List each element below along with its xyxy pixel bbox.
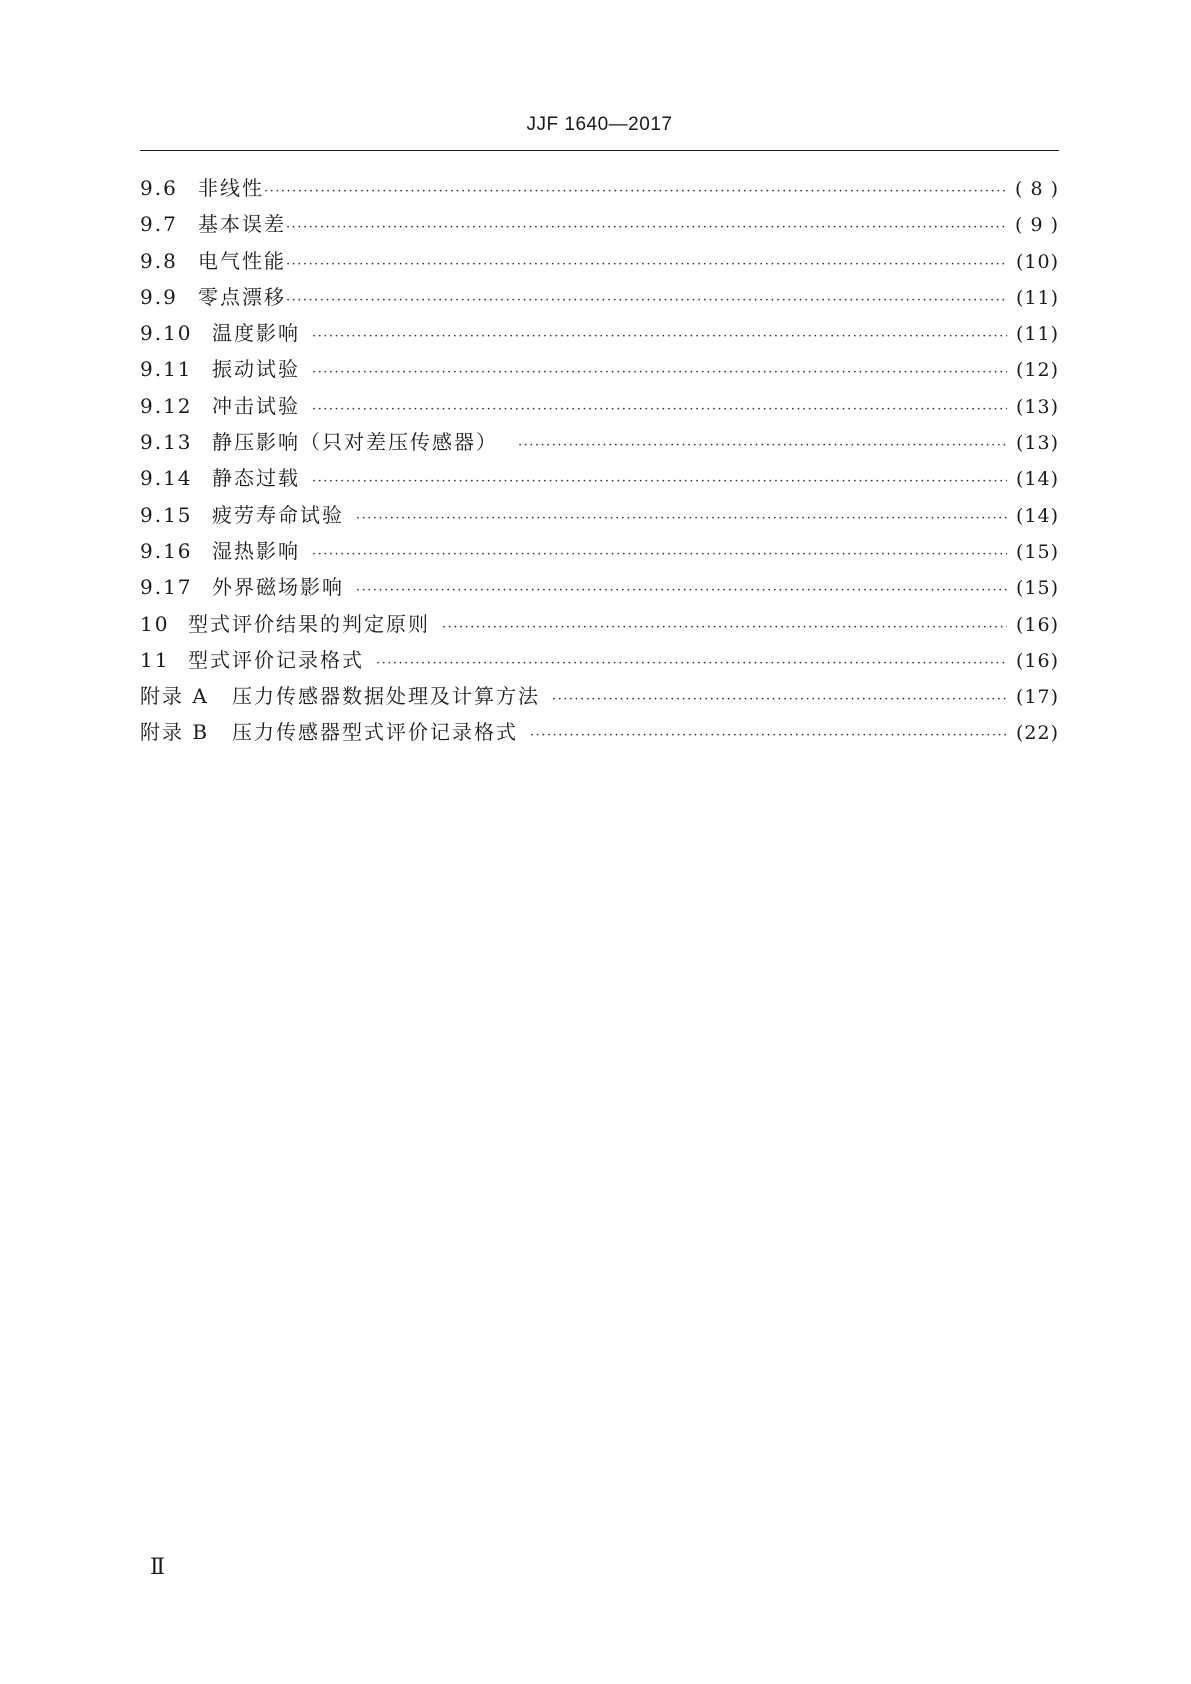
toc-entry[interactable] bbox=[140, 281, 1059, 317]
toc-leader-dots bbox=[530, 728, 1007, 743]
toc-entry-page: (15) bbox=[1015, 540, 1059, 563]
toc-entry-title: 静态过载 bbox=[212, 466, 300, 491]
toc-entry-number: 附录 A bbox=[140, 684, 209, 709]
toc-entry-page: (15) bbox=[1015, 577, 1059, 600]
toc-entry-page: (14) bbox=[1015, 468, 1059, 491]
toc-entry-number: 9.6 bbox=[140, 176, 178, 200]
toc-entry-title: 型式评价结果的判定原则 bbox=[188, 611, 430, 636]
toc-entry-number: 9.7 bbox=[140, 212, 178, 237]
toc-entry-title: 基本误差 bbox=[198, 212, 286, 237]
toc-entry-number: 9.11 bbox=[140, 357, 193, 382]
toc-entry-title: 静压影响（只对差压传感器） bbox=[212, 430, 498, 455]
toc-entry-number: 9.8 bbox=[140, 248, 178, 273]
toc-entry-page: (16) bbox=[1015, 613, 1059, 636]
toc-entry[interactable] bbox=[140, 317, 1059, 353]
toc-entry[interactable] bbox=[140, 716, 1059, 752]
toc-leader-dots bbox=[312, 402, 1007, 417]
toc-entry[interactable] bbox=[140, 608, 1059, 644]
toc-entry-page: (13) bbox=[1015, 432, 1059, 455]
header-rule bbox=[140, 150, 1059, 151]
toc-entry-number: 9.17 bbox=[140, 575, 193, 600]
toc-entry-title: 型式评价记录格式 bbox=[188, 647, 364, 672]
toc-entry-number: 11 bbox=[140, 647, 170, 672]
page-header: JJF 1640—2017 bbox=[526, 114, 673, 135]
toc-entry[interactable] bbox=[140, 426, 1059, 462]
toc-entry-page: (13) bbox=[1015, 395, 1059, 418]
toc-entry-number: 9.13 bbox=[140, 430, 193, 455]
toc-entry[interactable] bbox=[140, 390, 1059, 426]
toc-entry-number: 9.12 bbox=[140, 393, 193, 418]
toc-entry-title: 疲劳寿命试验 bbox=[212, 502, 344, 527]
toc-entry-page: (22) bbox=[1015, 722, 1059, 745]
toc-entry-title: 湿热影响 bbox=[212, 538, 300, 563]
toc-entry[interactable] bbox=[140, 353, 1059, 389]
toc-leader-dots bbox=[356, 511, 1007, 526]
toc-entry-title: 零点漂移 bbox=[198, 284, 286, 309]
toc-leader-dots bbox=[442, 620, 1007, 635]
toc-leader-dots bbox=[312, 474, 1007, 489]
toc-entry-title: 电气性能 bbox=[198, 248, 286, 273]
toc-entry[interactable] bbox=[140, 644, 1059, 680]
toc-leader-dots bbox=[286, 220, 1007, 235]
toc-entry-page: ( 9 ) bbox=[1015, 214, 1059, 237]
toc-entry-number: 9.14 bbox=[140, 466, 193, 491]
toc-leader-dots bbox=[286, 293, 1007, 308]
toc-entry-number: 附录 B bbox=[140, 720, 210, 745]
toc-entry-title: 非线性 bbox=[198, 176, 264, 200]
toc-entry[interactable] bbox=[140, 245, 1059, 281]
toc-entry-title: 压力传感器数据处理及计算方法 bbox=[232, 684, 540, 709]
toc-entry[interactable] bbox=[140, 172, 1059, 208]
toc-entry-page: (11) bbox=[1015, 323, 1059, 346]
toc-entry[interactable] bbox=[140, 535, 1059, 571]
toc-entry-page: (16) bbox=[1015, 649, 1059, 672]
toc-entry-number: 9.9 bbox=[140, 284, 178, 309]
toc-entry-number: 9.15 bbox=[140, 502, 193, 527]
toc-entry-page: (14) bbox=[1015, 504, 1059, 527]
toc-entry-title: 温度影响 bbox=[212, 321, 300, 346]
toc-leader-dots bbox=[312, 365, 1007, 380]
toc-entry-title: 振动试验 bbox=[212, 357, 300, 382]
toc-entry-page: (10) bbox=[1015, 250, 1059, 273]
toc-entry-title: 压力传感器型式评价记录格式 bbox=[232, 720, 518, 745]
toc-entry[interactable] bbox=[140, 499, 1059, 535]
toc-entry[interactable] bbox=[140, 680, 1059, 716]
toc-entry[interactable] bbox=[140, 571, 1059, 607]
toc-entry-page: (17) bbox=[1015, 686, 1059, 709]
toc-entry-title: 冲击试验 bbox=[212, 393, 300, 418]
toc-entry-number: 10 bbox=[140, 611, 170, 636]
toc-entry-title: 外界磁场影响 bbox=[212, 575, 344, 600]
toc-leader-dots bbox=[356, 583, 1007, 598]
toc-entry-number: 9.16 bbox=[140, 538, 193, 563]
toc-leader-dots bbox=[312, 547, 1007, 562]
toc-leader-dots bbox=[518, 438, 1007, 453]
table-of-contents bbox=[140, 172, 1059, 753]
toc-leader-dots bbox=[312, 329, 1007, 344]
toc-entry[interactable] bbox=[140, 462, 1059, 498]
toc-entry-page: (11) bbox=[1015, 286, 1059, 309]
toc-entry-page: (12) bbox=[1015, 359, 1059, 382]
toc-leader-dots bbox=[264, 184, 1007, 199]
page-number: Ⅱ bbox=[150, 1555, 165, 1580]
toc-entry[interactable] bbox=[140, 208, 1059, 244]
toc-entry-page: ( 8 ) bbox=[1015, 178, 1059, 200]
toc-leader-dots bbox=[376, 656, 1007, 671]
toc-leader-dots bbox=[552, 692, 1007, 707]
toc-entry-number: 9.10 bbox=[140, 321, 193, 346]
toc-leader-dots bbox=[286, 257, 1007, 272]
